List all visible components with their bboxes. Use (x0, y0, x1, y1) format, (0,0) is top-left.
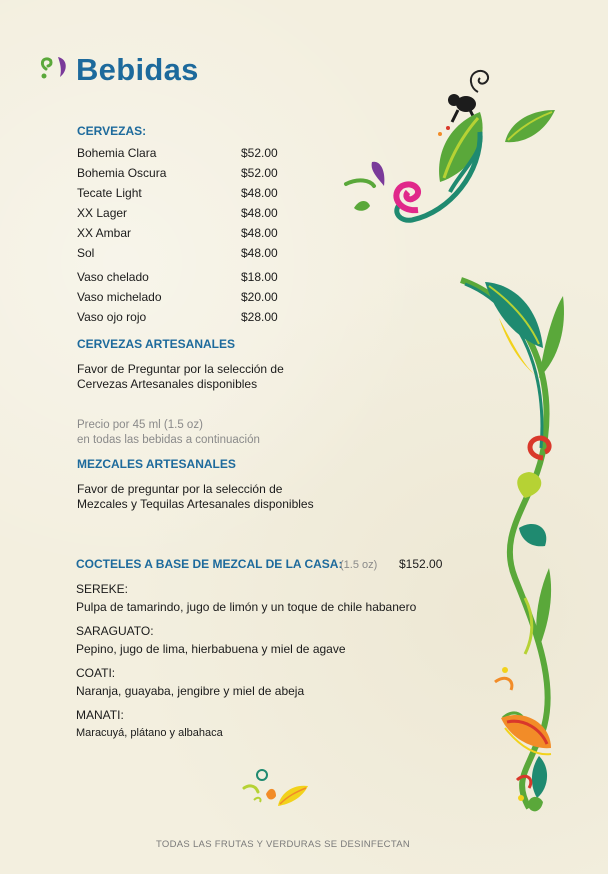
price-note-line2: en todas las bebidas a continuación (77, 434, 260, 446)
mezcales-note-line2: Mezcales y Tequilas Artesanales disponibles (77, 497, 314, 511)
bottom-swirl-illustration (240, 768, 315, 813)
menu-item-name: Vaso michelado (77, 290, 162, 304)
menu-item-name: XX Ambar (77, 226, 132, 240)
menu-item-name: Tecate Light (77, 186, 142, 200)
menu-item-name: XX Lager (77, 206, 128, 220)
title-swirl-icon (38, 55, 72, 81)
artesanales-note-line1: Favor de Preguntar por la selección de (77, 362, 284, 376)
artesanales-note-line2: Cervezas Artesanales disponibles (77, 377, 258, 391)
menu-item-name: Sol (77, 246, 95, 260)
cocktail-description: Pepino, jugo de lima, hierbabuena y miel de agave (76, 642, 346, 656)
menu-item-price: $52.00 (241, 166, 278, 180)
cocktail-description: Pulpa de tamarindo, jugo de limón y un toque de chile habanero (76, 600, 417, 614)
menu-item-name: Vaso ojo rojo (77, 310, 147, 324)
menu-item-price: $52.00 (241, 146, 278, 160)
vine-illustration (455, 278, 575, 823)
cocktail-description: Naranja, guayaba, jengibre y miel de abeja (76, 684, 305, 698)
menu-item-name: Bohemia Clara (77, 146, 157, 160)
section-heading-cocteles: COCTELES A BASE DE MEZCAL DE LA CASA: (76, 557, 343, 571)
cocktail-description: Maracuyá, plátano y albahaca (76, 727, 223, 739)
menu-item-price: $48.00 (241, 226, 278, 240)
menu-item-price: $28.00 (241, 310, 278, 324)
menu-item-name: Bohemia Oscura (77, 166, 167, 180)
cocktail-name: SARAGUATO: (76, 624, 154, 638)
cocteles-size: (1.5 oz) (340, 559, 378, 571)
section-heading-cervezas-artesanales: CERVEZAS ARTESANALES (77, 337, 236, 351)
menu-item-price: $48.00 (241, 186, 278, 200)
section-heading-mezcales: MEZCALES ARTESANALES (77, 457, 236, 471)
cocktail-name: MANATI: (76, 708, 124, 722)
menu-item-price: $20.00 (241, 290, 278, 304)
menu-item-price: $48.00 (241, 206, 278, 220)
footer-note: TODAS LAS FRUTAS Y VERDURAS SE DESINFECTAN (155, 839, 411, 850)
mezcales-note-line1: Favor de preguntar por la selección de (77, 482, 283, 496)
cocktail-name: SEREKE: (76, 582, 129, 596)
cocktail-name: COATI: (76, 666, 116, 680)
cocteles-price: $152.00 (399, 557, 443, 571)
monkey-leaves-illustration (340, 62, 570, 227)
page-title: Bebidas (76, 52, 199, 87)
price-note-line1: Precio por 45 ml (1.5 oz) (77, 419, 203, 431)
section-heading-cervezas: CERVEZAS: (77, 124, 147, 138)
menu-item-price: $48.00 (241, 246, 278, 260)
menu-item-name: Vaso chelado (77, 270, 149, 284)
menu-item-price: $18.00 (241, 270, 278, 284)
